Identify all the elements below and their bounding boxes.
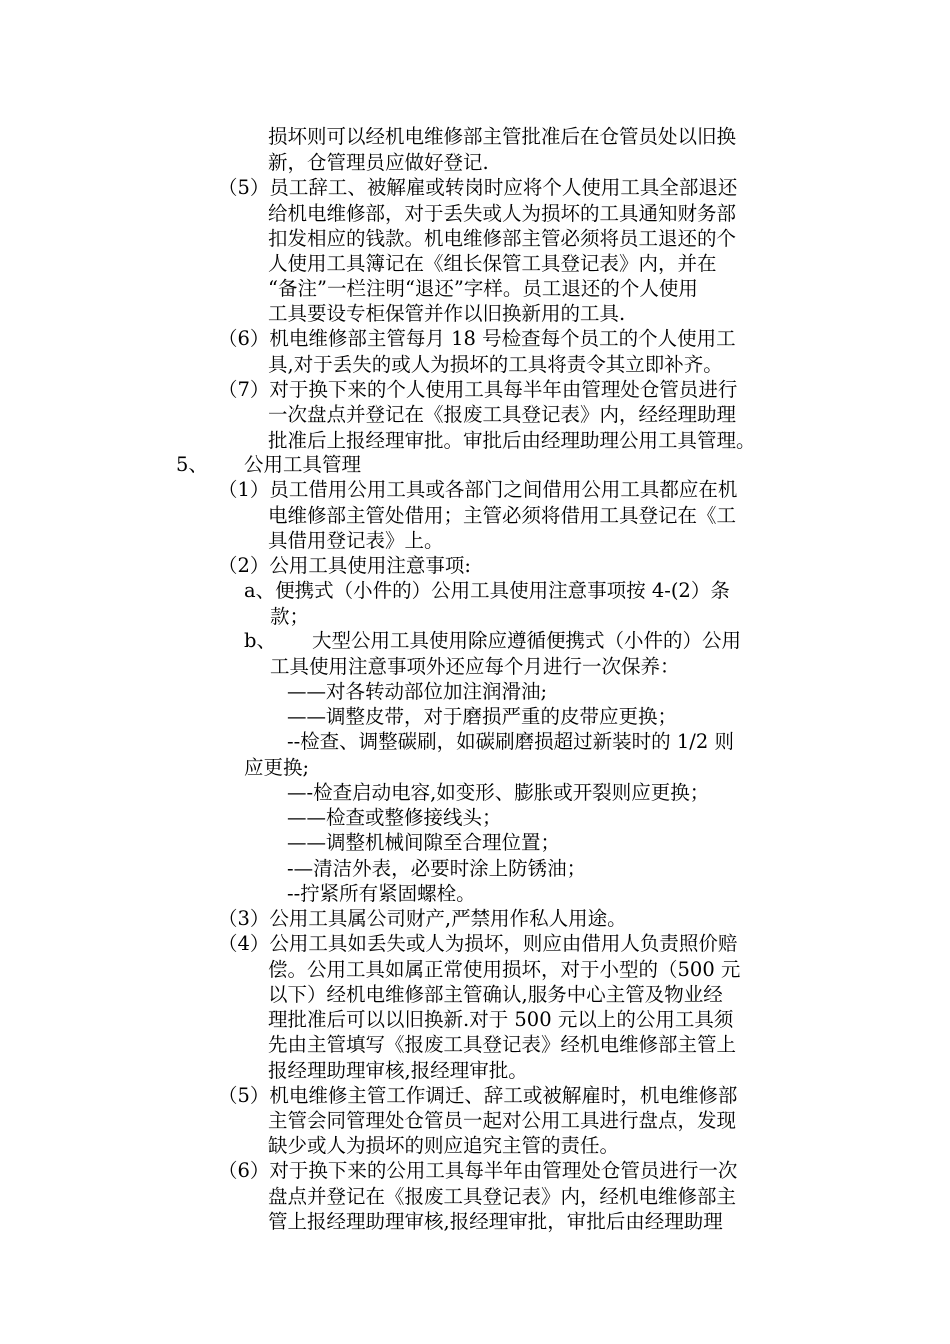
sub-item-line: a、便携式（小件的）公用工具使用注意事项按 4-(2）条: [244, 579, 730, 602]
text-line: 缺少或人为损坏的则应追究主管的责任。: [268, 1134, 620, 1157]
list-item-marker-line: （1）员工借用公用工具或各部门之间借用公用工具都应在机: [218, 478, 738, 501]
dash-item-line: ——调整机械间隙至合理位置；: [287, 831, 561, 854]
dash-item-line: ——调整皮带，对于磨损严重的皮带应更换；: [287, 705, 678, 728]
text-line: 新，仓管理员应做好登记.: [268, 151, 489, 174]
section-number: 5、: [176, 453, 208, 476]
dash-item-line: --检查、调整碳刷，如碳刷磨损超过新装时的 1/2 则: [287, 730, 734, 753]
text-line: 具,对于丢失的或人为损坏的工具将责令其立即补齐。: [268, 353, 723, 376]
dash-item-line: --拧紧所有紧固螺栓。: [287, 882, 476, 905]
text-line: 人使用工具簿记在《组长保管工具登记表》内，并在: [268, 252, 717, 275]
list-item-marker-line: （6）对于换下来的公用工具每半年由管理处仓管员进行一次: [218, 1159, 738, 1182]
text-line: 具借用登记表》上。: [268, 529, 444, 552]
text-line: 先由主管填写《报废工具登记表》经机电维修部主管上: [268, 1033, 737, 1056]
list-item-marker-line: （4）公用工具如丢失或人为损坏，则应由借用人负责照价赔: [218, 932, 738, 955]
text-line: “备注”一栏注明“退还”字样。员工退还的个人使用: [268, 277, 698, 300]
text-line: 损坏则可以经机电维修部主管批准后在仓管员处以旧换: [268, 125, 737, 148]
text-line: 电维修部主管处借用；主管必须将借用工具登记在《工: [268, 504, 737, 527]
list-item-marker-line: （6）机电维修部主管每月 18 号检查每个员工的个人使用工: [218, 327, 736, 350]
text-line: 工具使用注意事项外还应每个月进行一次保养：: [270, 655, 680, 678]
text-line: 报经理助理审核,报经理审批。: [268, 1059, 528, 1082]
text-line: 以下）经机电维修部主管确认,服务中心主管及物业经: [268, 983, 723, 1006]
list-item-marker-line: （5）机电维修主管工作调迁、辞工或被解雇时，机电维修部: [218, 1084, 738, 1107]
section-heading: 公用工具管理: [244, 453, 362, 476]
text-line: 给机电维修部，对于丢失或人为损坏的工具通知财务部: [268, 202, 737, 225]
sub-item-marker: b、: [244, 629, 276, 652]
text-line: 一次盘点并登记在《报废工具登记表》内，经经理助理: [268, 403, 737, 426]
text-line: 款；: [270, 605, 310, 628]
dash-item-line: ——对各转动部位加注润滑油;: [287, 680, 548, 703]
dash-item-line: —-检查启动电容,如变形、膨胀或开裂则应更换；: [287, 781, 710, 804]
list-item-marker-line: （3）公用工具属公司财产,严禁用作私人用途。: [218, 907, 627, 930]
text-line: 应更换;: [244, 756, 310, 779]
text-line: 偿。公用工具如属正常使用损坏，对于小型的（500 元: [268, 958, 741, 981]
text-line: 管上报经理助理审核,报经理审批，审批后由经理助理: [268, 1210, 723, 1233]
text-line: 理批准后可以以旧换新.对于 500 元以上的公用工具须: [268, 1008, 734, 1031]
text-line: 扣发相应的钱款。机电维修部主管必须将员工退还的个: [268, 227, 737, 250]
list-item-marker-line: （5）员工辞工、被解雇或转岗时应将个人使用工具全部退还: [218, 176, 738, 199]
text-line: 主管会同管理处仓管员一起对公用工具进行盘点，发现: [268, 1109, 737, 1132]
list-item-marker-line: （7）对于换下来的个人使用工具每半年由管理处仓管员进行: [218, 378, 738, 401]
dash-item-line: ——检查或整修接线头；: [287, 806, 502, 829]
text-line: 大型公用工具使用除应遵循便携式（小件的）公用: [312, 629, 742, 652]
dash-item-line: -—清洁外表，必要时涂上防锈油；: [287, 857, 587, 880]
text-line: 批准后上报经理审批。审批后由经理助理公用工具管理。: [268, 429, 756, 452]
text-line: 工具要设专柜保管并作以旧换新用的工具.: [268, 302, 626, 325]
text-line: 盘点并登记在《报废工具登记表》内，经机电维修部主: [268, 1185, 737, 1208]
list-item-marker-line: （2）公用工具使用注意事项:: [218, 554, 471, 577]
